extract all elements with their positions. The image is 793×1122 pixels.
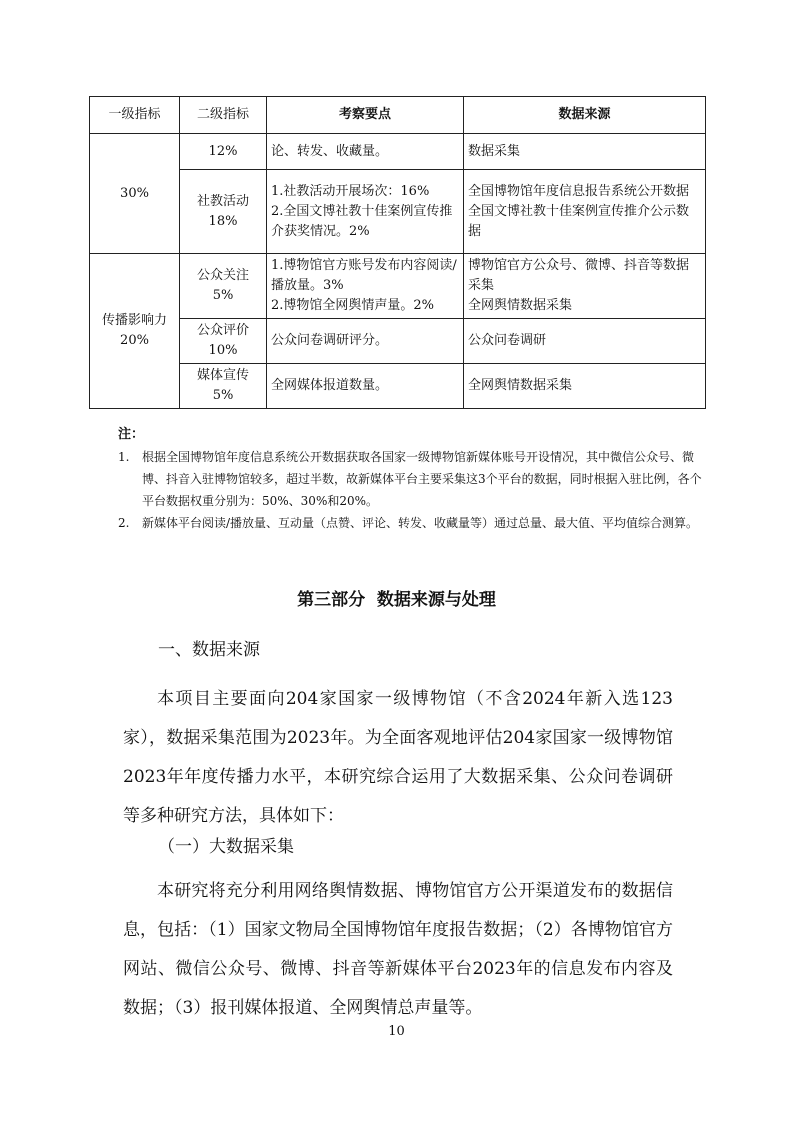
note-item	[118, 512, 708, 534]
body-paragraph: 本研究将充分利用网络舆情数据、博物馆官方公开渠道发布的数据信息，包括：（1）国家文物局全国博物馆年度报告数据；（2）各博物馆官方网站、微信公众号、微博、抖音等新媒体平台2023年的信息发布内容及数据；（3）报刊媒体报道、全网舆情总声量等。	[123, 881, 673, 1018]
table-cell	[180, 319, 267, 364]
note-number: 2.	[118, 516, 130, 530]
note-item	[118, 446, 708, 512]
indicator-table	[89, 96, 706, 409]
cell-line: 博物馆官方公众号、微博、抖音等数据采集	[468, 258, 690, 293]
table-cell: 论、转发、收藏量。	[267, 134, 464, 170]
cell-line: 10%	[208, 343, 238, 358]
table-row	[90, 254, 706, 319]
table-header-row	[90, 97, 706, 134]
table-cell	[180, 254, 267, 319]
cell-line: 全国文博社教十佳案例宣传推介公示数据	[468, 203, 690, 239]
cell-line: 1.博物馆官方账号发布内容阅读/播放量。3%	[271, 258, 457, 293]
header-data-source: 数据来源	[464, 97, 706, 134]
cell-line: 公众关注	[196, 268, 249, 283]
header-key-points: 考察要点	[267, 97, 464, 134]
table-cell	[90, 254, 180, 409]
cell-line: 全网舆情数据采集	[468, 298, 573, 313]
cell-line: 公众评价	[196, 323, 249, 338]
subsection-heading: 一、数据来源	[158, 640, 260, 660]
table-row	[90, 319, 706, 364]
cell-line: 2.全国文博社教十佳案例宣传推介获奖情况。2%	[271, 203, 453, 239]
cell-line: 20%	[120, 333, 149, 348]
table-cell	[464, 254, 706, 319]
notes-title: 注：	[118, 427, 145, 442]
cell-line: 18%	[208, 213, 238, 229]
table-notes	[118, 424, 708, 534]
table-cell: 公众问卷调研	[464, 319, 706, 364]
cell-line: 传播影响力	[101, 313, 167, 328]
table-cell: 30%	[90, 134, 180, 254]
header-level1: 一级指标	[90, 97, 180, 134]
note-text: 新媒体平台阅读/播放量、互动量（点赞、评论、转发、收藏量等）通过总量、最大值、平均值综合测算。	[142, 516, 699, 530]
cell-line: 5%	[212, 288, 234, 303]
table-cell	[267, 254, 464, 319]
table-row	[90, 364, 706, 409]
section-title: 第三部分 数据来源与处理	[297, 590, 496, 610]
table-row	[90, 170, 706, 254]
table-cell: 全网舆情数据采集	[464, 364, 706, 409]
page-number: 10	[388, 1024, 405, 1039]
cell-line: 全国博物馆年度信息报告系统公开数据	[468, 183, 690, 199]
table-cell: 数据采集	[464, 134, 706, 170]
table-cell: 12%	[180, 134, 267, 170]
table-cell: 公众问卷调研评分。	[267, 319, 464, 364]
table-row	[90, 134, 706, 170]
cell-line: 5%	[212, 388, 234, 403]
cell-line: 1.社教活动开展场次：16%	[271, 183, 430, 199]
cell-line: 2.博物馆全网舆情声量。2%	[271, 298, 435, 313]
table-cell: 全网媒体报道数量。	[267, 364, 464, 409]
note-text: 根据全国博物馆年度信息系统公开数据获取各国家一级博物馆新媒体账号开设情况，其中微信公众号、微博、抖音入驻博物馆较多，超过半数，故新媒体平台主要采集这3个平台的数据，同时根据入驻比例，各个平台数据权重分别为：50%、30%和20%。	[142, 450, 702, 508]
body-paragraph: 本项目主要面向204家国家一级博物馆（不含2024年新入选123家），数据采集范围为2023年。为全面客观地评估204家国家一级博物馆2023年年度传播力水平，本研究综合运用了大数据采集、公众问卷调研等多种研究方法，具体如下：	[123, 689, 673, 826]
table-cell	[180, 364, 267, 409]
table-cell	[180, 170, 267, 254]
cell-line: 社教活动	[196, 193, 249, 209]
cell-line: 媒体宣传	[196, 368, 249, 383]
sub-subsection-heading: （一）大数据采集	[158, 837, 294, 857]
note-number: 1.	[118, 450, 130, 464]
header-level2: 二级指标	[180, 97, 267, 134]
table-cell	[267, 170, 464, 254]
table-cell	[464, 170, 706, 254]
